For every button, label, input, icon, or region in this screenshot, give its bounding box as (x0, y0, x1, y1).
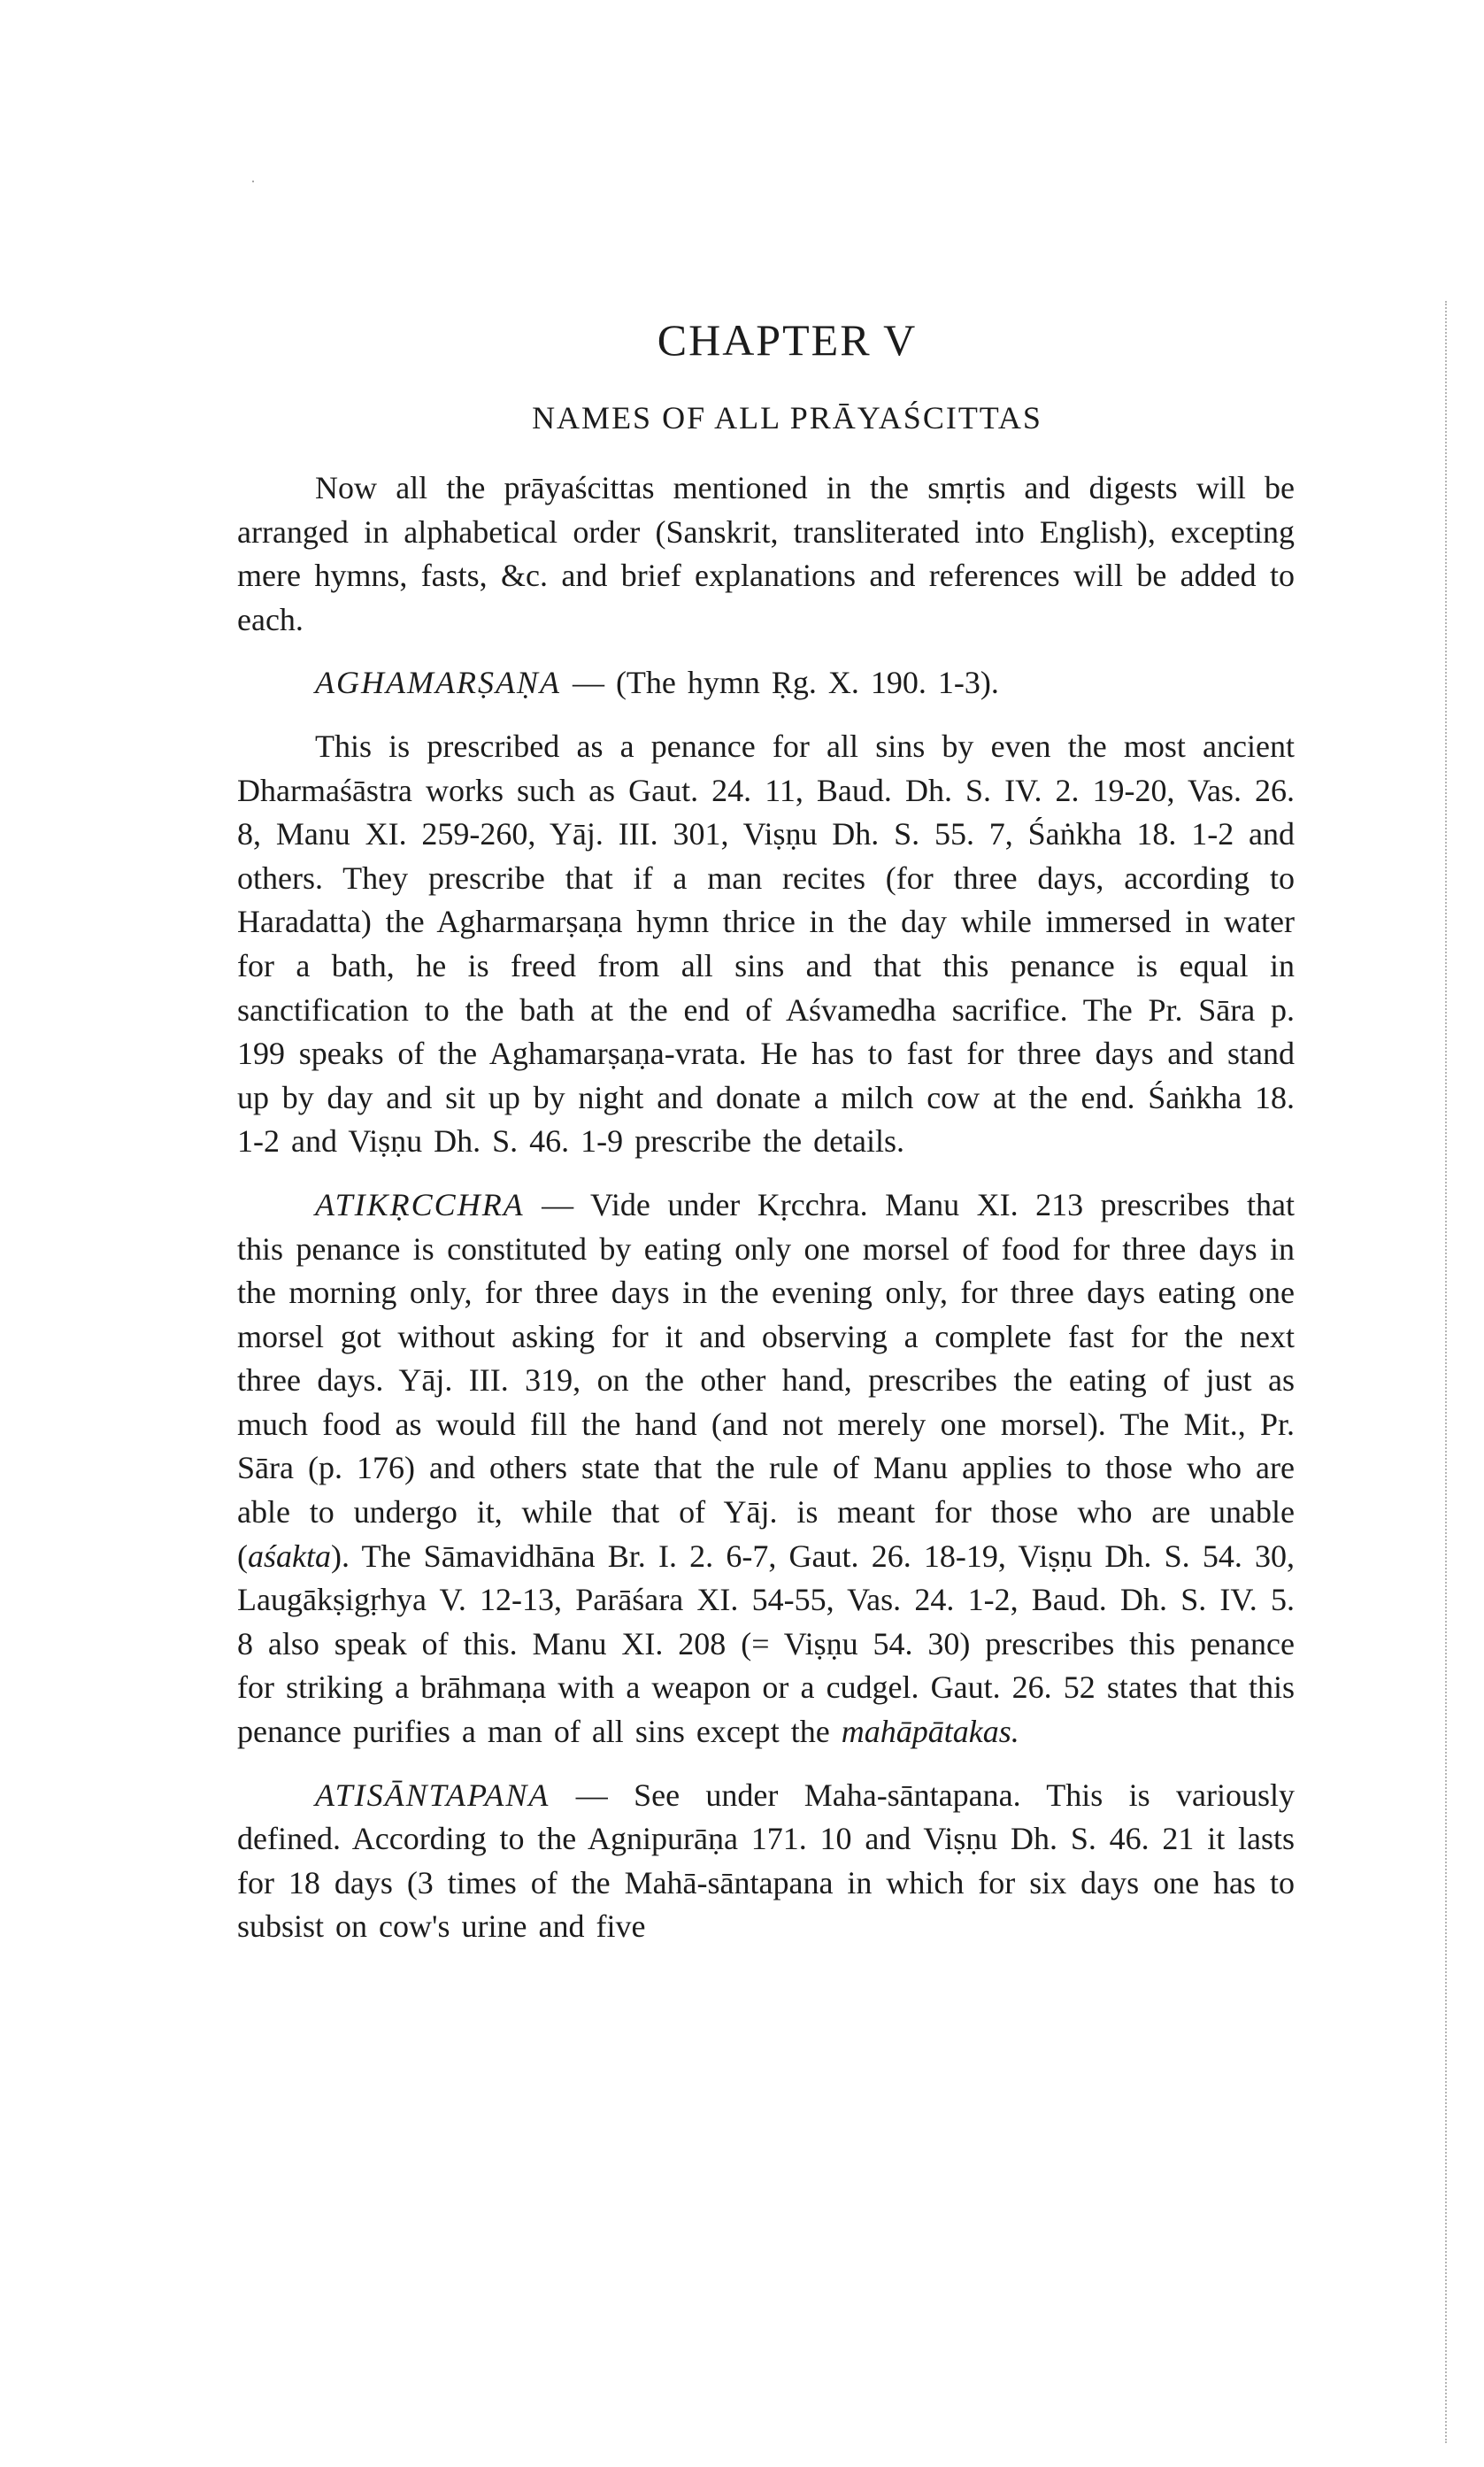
italic-term: mahāpātakas. (841, 1714, 1019, 1750)
entry-atisantapana (237, 1774, 1295, 1949)
chapter-title: CHAPTER V (657, 315, 918, 365)
entry-aghamarsana-heading (237, 661, 1295, 705)
entry-text: — See under Maha-sāntapana. This is variously defined. According to the Agnipurāṇa 171. 10 and Viṣṇu Dh. S. 46. 21 it lasts for 18 days (3 times of the Mahā-sāntapana in which for six days one has to subsist on cow's urine and five (237, 1777, 1296, 1945)
section-title: NAMES OF ALL PRĀYAŚCITTAS (532, 400, 1042, 436)
entry-atikrcchra (237, 1183, 1295, 1754)
italic-term: aśakta (248, 1538, 331, 1574)
scan-speck: · (250, 173, 256, 190)
entry-head: ATISĀNTAPANA (315, 1777, 550, 1813)
intro-paragraph: Now all the prāyaścittas mentioned in the smṛtis and digests will be arranged in alphabetical order (Sanskrit, transliterated into English), excepting mere hymns, fasts, &c. and brief explanations and references will be added to each. (237, 470, 1295, 637)
entry-heading-text: — (The hymn Ṛg. X. 190. 1-3). (572, 665, 999, 701)
entry-text: ). The Sāmavidhāna Br. I. 2. 6-7, Gaut. 26. 18-19, Viṣṇu Dh. S. 54. 30, Laugākṣigṛhya V. 12-13, Parāśara XI. 54-55, Vas. 24. 1-2, Baud. Dh. S. IV. 5. 8 also speak of this. Manu XI. 208 (= Viṣṇu 54. 30) prescribes this penance for striking a brāhmaṇa with a weapon or a cudgel. Gaut. 26. 52 states that this penance purifies a man of all sins except the (237, 1538, 1295, 1750)
entry-head: AGHAMARṢAṆA (315, 665, 561, 701)
entry-aghamarsana-body: This is prescribed as a penance for all sins by even the most ancient Dharmaśāstra works such as Gaut. 24. 11, Baud. Dh. S. IV. 2. 19-20, Vas. 26. 8, Manu XI. 259-260, Yāj. III. 301, Viṣṇu Dh. S. 55. 7, Śaṅkha 18. 1-2 and others. They prescribe that if a man recites (for three days, according to Haradatta) the Agharmarṣaṇa hymn thrice in the day while immersed in water for a bath, he is freed from all sins and that this penance is equal in sanctification to the bath at the end of Aśvamedha sacrifice. The Pr. Sāra p. 199 speaks of the Aghamarṣaṇa-vrata. He has to fast for three days and stand up by day and sit up by night and donate a milch cow at the end. Śaṅkha 18. 1-2 and Viṣṇu Dh. S. 46. 1-9 prescribe the details. (237, 728, 1295, 1160)
entry-text: — Vide under Kṛcchra. Manu XI. 213 prescribes that this penance is constituted by eating only one morsel of food for three days in the morning only, for three days in the evening only, for three days eating one morsel got without asking for it and observing a complete fast for the next three days. Yāj. III. 319, on the other hand, prescribes the eating of just as much food as would fill the hand (and not merely one morsel). The Mit., Pr. Sāra (p. 176) and others state that the rule of Manu applies to those who are able to undergo it, while that of Yāj. is meant for those who are unable ( (237, 1186, 1296, 1574)
margin-line (1445, 301, 1449, 2443)
page-content (237, 314, 1295, 1969)
entry-head: ATIKṚCCHRA (315, 1186, 525, 1222)
